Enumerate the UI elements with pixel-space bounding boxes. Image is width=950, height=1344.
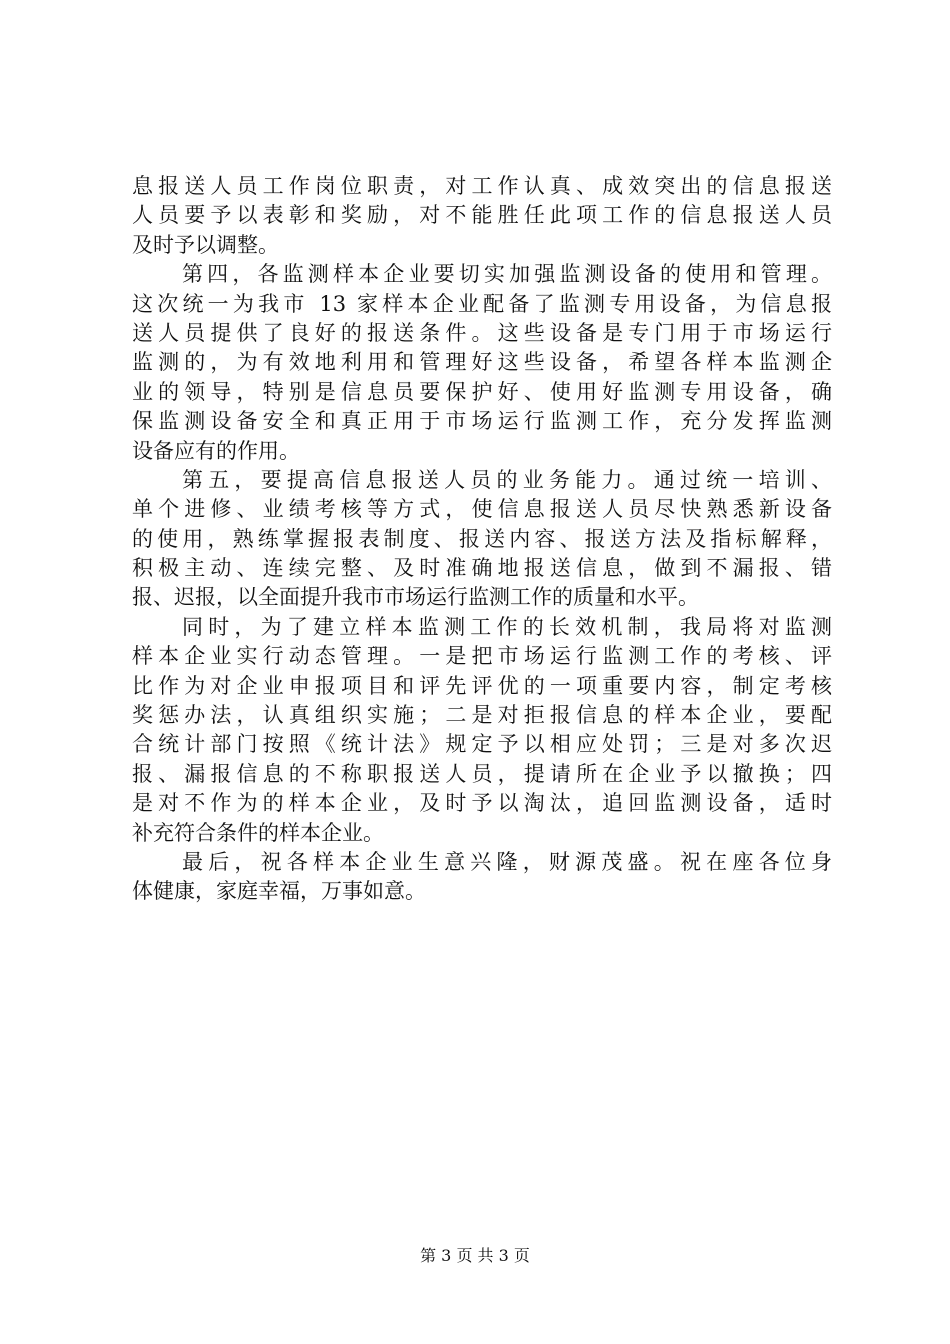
page-footer: 第 3 页 共 3 页 (420, 1246, 530, 1265)
text-line: 报、漏报信息的不称职报送人员，提请所在企业予以撤换；四 (132, 761, 832, 786)
text-line: 送人员提供了良好的报送条件。这些设备是专门用于市场运行 (132, 320, 832, 345)
text-line: 人员要予以表彰和奖励，对不能胜任此项工作的信息报送人员 (132, 203, 832, 228)
text-line: 奖惩办法，认真组织实施；二是对拒报信息的样本企业，要配 (132, 703, 832, 728)
text-line: 合统计部门按照《统计法》规定予以相应处罚；三是对多次迟 (132, 732, 832, 757)
document-body (132, 172, 832, 907)
text-line: 单个进修、业绩考核等方式，使信息报送人员尽快熟悉新设备 (132, 497, 832, 522)
text-line: 的使用，熟练掌握报表制度、报送内容、报送方法及指标解释， (132, 526, 832, 551)
text-line: 是对不作为的样本企业，及时予以淘汰，追回监测设备，适时 (132, 791, 832, 816)
text-line: 体健康，家庭幸福，万事如意。 (132, 879, 426, 904)
text-line: 最后，祝各样本企业生意兴隆，财源茂盛。祝在座各位身 (182, 849, 832, 874)
text-line: 比作为对企业申报项目和评先评优的一项重要内容，制定考核 (132, 673, 832, 698)
text-line: 同时，为了建立样本监测工作的长效机制，我局将对监测 (182, 614, 832, 639)
text-line: 第四，各监测样本企业要切实加强监测设备的使用和管理。 (182, 262, 832, 287)
text-line: 这次统一为我市 13 家样本企业配备了监测专用设备，为信息报 (132, 291, 832, 316)
text-line: 及时予以调整。 (132, 232, 279, 257)
text-line: 设备应有的作用。 (132, 438, 300, 463)
text-line: 报、迟报，以全面提升我市市场运行监测工作的质量和水平。 (132, 585, 699, 610)
text-line: 保监测设备安全和真正用于市场运行监测工作，充分发挥监测 (132, 409, 832, 434)
text-line: 积极主动、连续完整、及时准确地报送信息，做到不漏报、错 (132, 556, 832, 581)
text-line: 监测的，为有效地利用和管理好这些设备，希望各样本监测企 (132, 350, 832, 375)
text-line: 样本企业实行动态管理。一是把市场运行监测工作的考核、评 (132, 644, 832, 669)
text-line: 息报送人员工作岗位职责，对工作认真、成效突出的信息报送 (132, 174, 832, 198)
text-line: 业的领导，特别是信息员要保护好、使用好监测专用设备，确 (132, 379, 832, 404)
text-line: 补充符合条件的样本企业。 (132, 820, 384, 845)
text-line: 第五，要提高信息报送人员的业务能力。通过统一培训、 (182, 467, 832, 492)
